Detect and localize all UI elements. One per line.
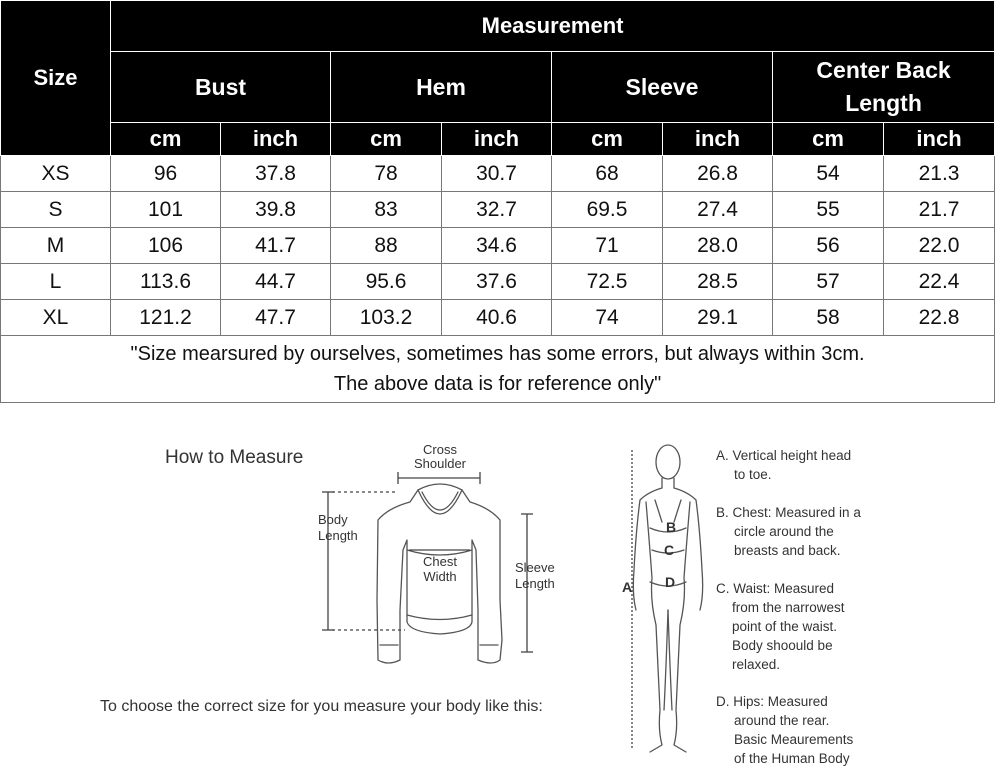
unit-header: cm — [552, 123, 663, 156]
sleeve-length-label-1: Sleeve — [515, 560, 555, 575]
measurement-cell: 103.2 — [331, 300, 442, 336]
measurement-cell: 41.7 — [221, 228, 331, 264]
measurement-cell: 26.8 — [663, 156, 773, 192]
measurement-cell: 22.8 — [884, 300, 995, 336]
how-to-measure-title: How to Measure — [165, 447, 304, 468]
body-mark-d: D — [665, 574, 676, 590]
measurement-cell: 47.7 — [221, 300, 331, 336]
measurement-cell: 83 — [331, 192, 442, 228]
size-cell: L — [1, 264, 111, 300]
size-row-xs — [1, 156, 995, 192]
body-mark-a: A — [622, 579, 633, 595]
size-cell: XS — [1, 156, 111, 192]
sleeve-length-label-2: Length — [515, 576, 555, 591]
body-length-label-1: Body — [318, 512, 348, 527]
measurement-cell: 121.2 — [111, 300, 221, 336]
unit-header: inch — [884, 123, 995, 156]
measurement-cell: 95.6 — [331, 264, 442, 300]
hem-header: Hem — [331, 52, 552, 123]
measurement-cell: 88 — [331, 228, 442, 264]
measurement-cell: 22.0 — [884, 228, 995, 264]
body-mark-b: B — [666, 519, 677, 535]
cross-shoulder-label-2: Shoulder — [413, 456, 467, 471]
size-row-m — [1, 228, 995, 264]
legend-a-line: to toe. — [734, 467, 772, 482]
unit-header: inch — [442, 123, 552, 156]
measurement-cell: 106 — [111, 228, 221, 264]
measurement-cell: 37.8 — [221, 156, 331, 192]
legend-d-line: Basic Meaurements — [734, 732, 854, 747]
body-length-label-2: Length — [318, 528, 358, 543]
legend-a-line: A. Vertical height head — [716, 448, 852, 463]
note-line-1: "Size mearsured by ourselves, sometimes has some errors, but always within 3cm. — [130, 343, 865, 365]
cross-shoulder-label-1: Cross — [423, 442, 457, 457]
measurement-cell: 101 — [111, 192, 221, 228]
chest-width-label-1: Chest — [423, 554, 457, 569]
measurement-header: Measurement — [111, 1, 995, 52]
measurement-cell: 96 — [111, 156, 221, 192]
size-cell: M — [1, 228, 111, 264]
how-to-measure-diagram — [0, 410, 1000, 779]
size-header: Size — [1, 1, 111, 156]
measurement-cell: 74 — [552, 300, 663, 336]
measurement-cell: 34.6 — [442, 228, 552, 264]
measurement-cell: 56 — [773, 228, 884, 264]
measurement-cell: 54 — [773, 156, 884, 192]
measurement-cell: 28.0 — [663, 228, 773, 264]
chest-width-label-2: Width — [423, 569, 457, 584]
legend-d-line: around the rear. — [734, 713, 830, 728]
sleeve-header: Sleeve — [552, 52, 773, 123]
unit-header: inch — [221, 123, 331, 156]
measurement-cell: 21.3 — [884, 156, 995, 192]
legend-c-line: from the narrowest — [732, 600, 845, 615]
center-back-length-header: Center Back Length — [773, 52, 995, 123]
size-note — [1, 336, 995, 403]
measurement-cell: 27.4 — [663, 192, 773, 228]
measurement-cell: 113.6 — [111, 264, 221, 300]
measurement-cell: 72.5 — [552, 264, 663, 300]
unit-header: cm — [331, 123, 442, 156]
unit-header: cm — [111, 123, 221, 156]
measurement-cell: 78 — [331, 156, 442, 192]
measurement-cell: 28.5 — [663, 264, 773, 300]
legend-d-line: D. Hips: Measured — [716, 694, 828, 709]
legend-d-line: of the Human Body — [734, 751, 850, 766]
legend-c-line: Body shoould be — [732, 638, 833, 653]
size-row-xl — [1, 300, 995, 336]
legend-b-line: circle around the — [734, 524, 834, 539]
body-mark-c: C — [664, 542, 675, 558]
size-row-l — [1, 264, 995, 300]
bust-header: Bust — [111, 52, 331, 123]
size-cell: XL — [1, 300, 111, 336]
measurement-cell: 40.6 — [442, 300, 552, 336]
measurement-cell: 37.6 — [442, 264, 552, 300]
unit-header: inch — [663, 123, 773, 156]
measure-legend — [716, 448, 861, 766]
measurement-cell: 69.5 — [552, 192, 663, 228]
legend-b-line: breasts and back. — [734, 543, 841, 558]
human-body-figure-icon — [632, 445, 703, 752]
measurement-cell: 68 — [552, 156, 663, 192]
measurement-cell: 39.8 — [221, 192, 331, 228]
size-row-s — [1, 192, 995, 228]
measurement-cell: 22.4 — [884, 264, 995, 300]
measurement-cell: 30.7 — [442, 156, 552, 192]
legend-c-line: point of the waist. — [732, 619, 838, 634]
measurement-cell: 57 — [773, 264, 884, 300]
measurement-cell: 71 — [552, 228, 663, 264]
measurement-cell: 32.7 — [442, 192, 552, 228]
size-cell: S — [1, 192, 111, 228]
measure-instruction: To choose the correct size for you measure your body like this: — [100, 698, 543, 715]
measurement-cell: 44.7 — [221, 264, 331, 300]
legend-c-line: C. Waist: Measured — [716, 581, 835, 596]
unit-header: cm — [773, 123, 884, 156]
note-line-2: The above data is for reference only" — [333, 373, 662, 395]
measurement-cell: 55 — [773, 192, 884, 228]
legend-c-line: relaxed. — [732, 657, 781, 672]
legend-b-line: B. Chest: Measured in a — [716, 505, 861, 520]
measurement-cell: 21.7 — [884, 192, 995, 228]
measurement-cell: 29.1 — [663, 300, 773, 336]
measurement-cell: 58 — [773, 300, 884, 336]
